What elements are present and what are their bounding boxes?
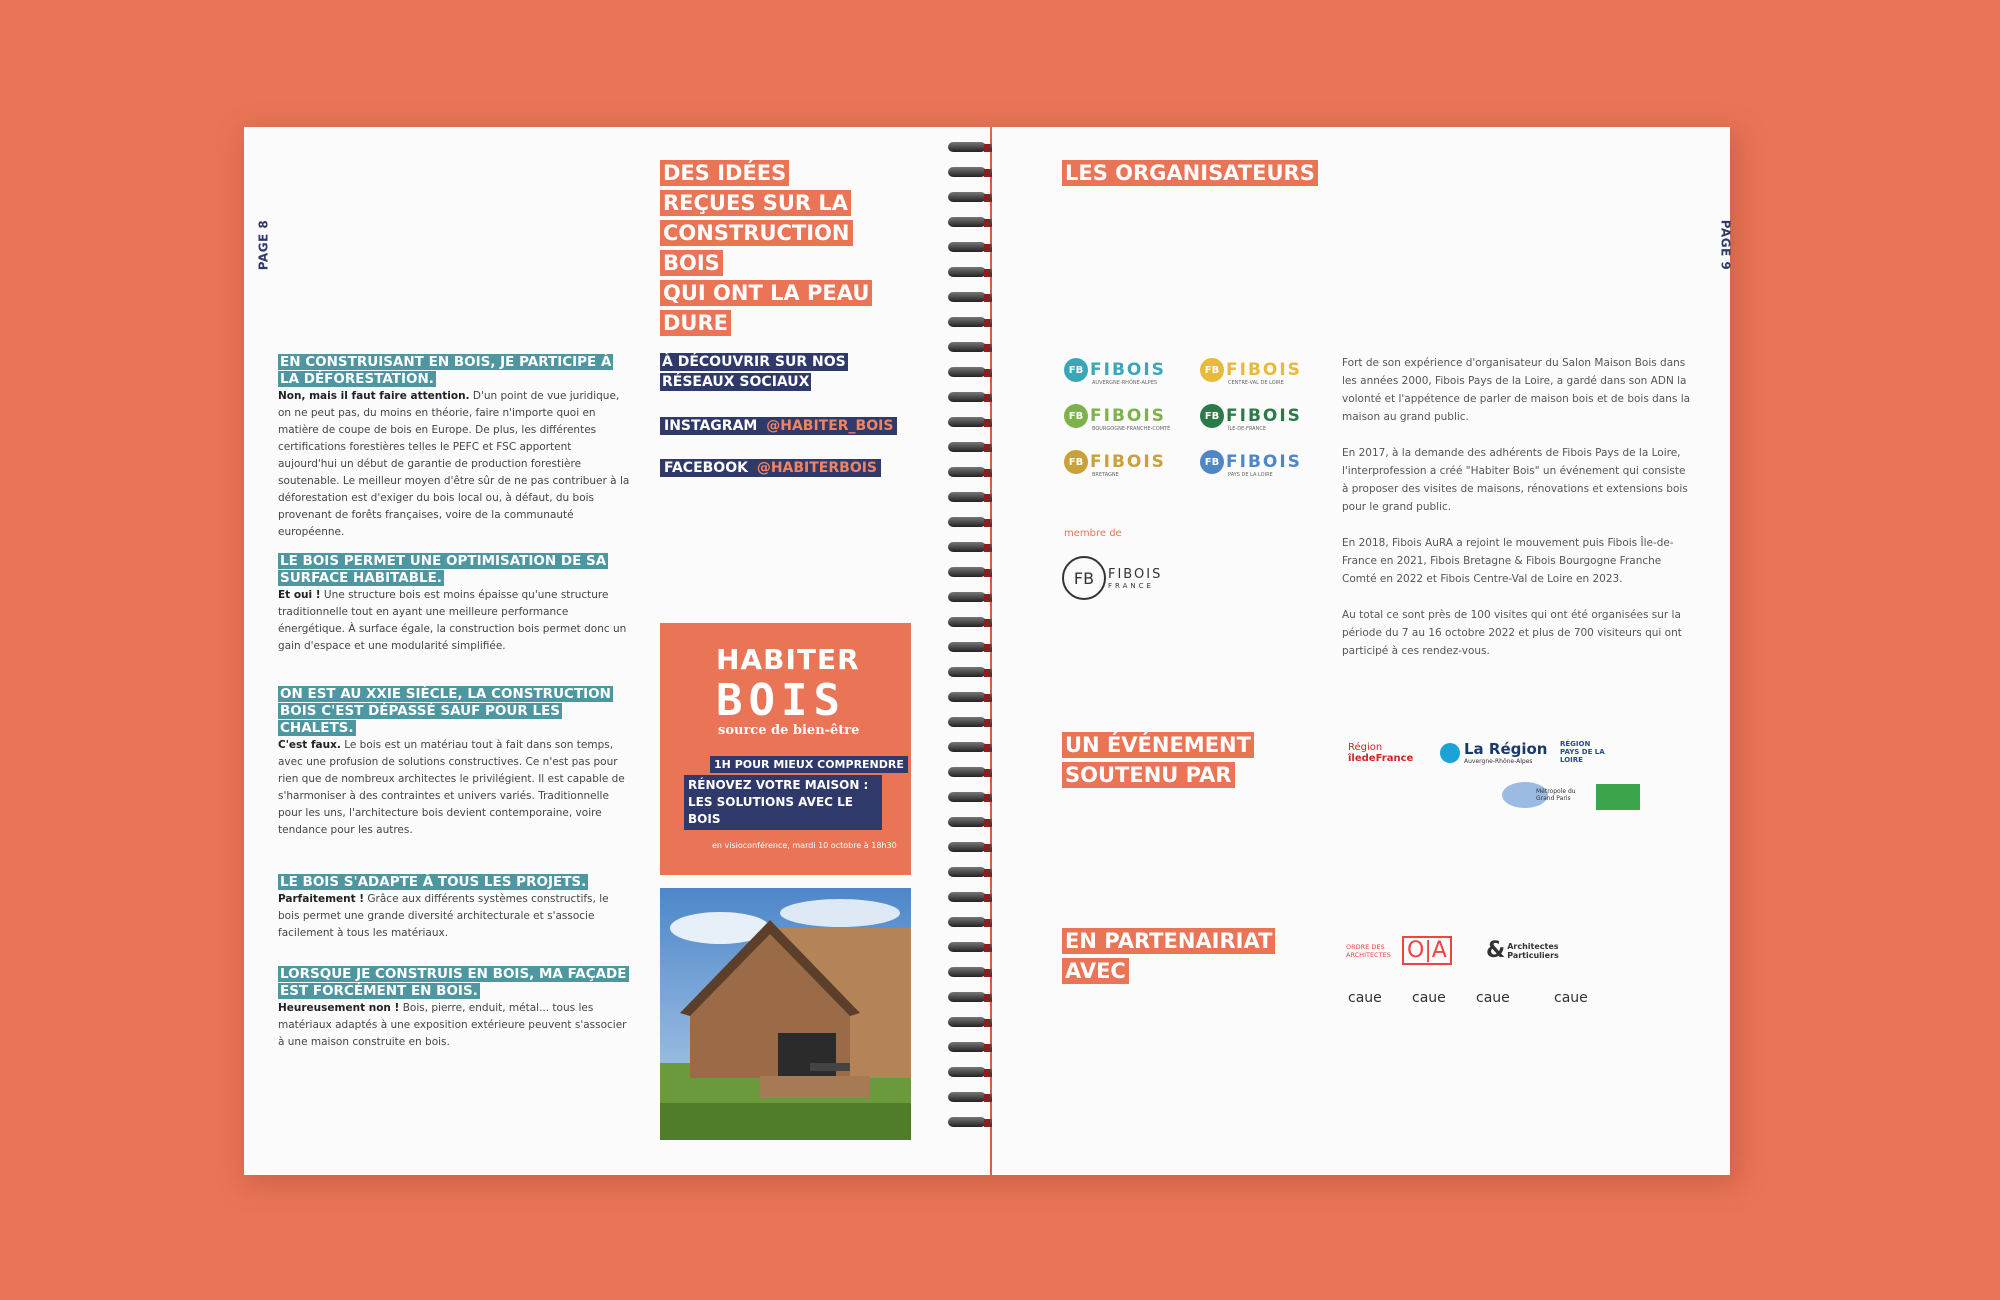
title-line: REÇUES SUR LA (660, 190, 851, 216)
poster-headline: RÉNOVEZ VOTRE MAISON : LES SOLUTIONS AVEC LE BOIS (684, 775, 882, 830)
caue-logo: caue (1412, 990, 1446, 1006)
qa-item: LORSQUE JE CONSTRUIS EN BOIS, MA FAÇADE EST FORCÉMENT EN BOIS. Heureusement non ! Bois, pierre, enduit, métal... tous les matériaux adaptés à une exposition extérieure peuvent s'associer à une maison construite en bois. (278, 966, 627, 1048)
title-line: DES IDÉES (660, 160, 789, 186)
webinar-poster (660, 623, 911, 875)
qa-item: ON EST AU XXIE SIÈCLE, LA CONSTRUCTION BOIS C'EST DÉPASSÉ SAUF POUR LES CHALETS. C'est faux. Le bois est un matériau tout à fait dans son temps, avec une profusion de solutions constructives. Ce n'est pas pour rien que de nombreux architectes le privilégient. Il est capable de s'harmoniser à des contraintes et univers variés. Traditionnelle pour les uns, l'architecture bois devient contemporaine, voire tendance pour les autres. (278, 686, 625, 836)
organisers-paragraph: Fort de son expérience d'organisateur du Salon Maison Bois dans les années 2000, Fibois Pays de la Loire, a gardé dans son ADN la volonté et l'appétence de parler de maison bois et de bois dans la maison au grand public. (1342, 357, 1691, 423)
fibois-logo: FB FIBOIS PAYS DE LA LOIRE (1200, 450, 1302, 474)
poster-tag: 1H POUR MIEUX COMPRENDRE (710, 756, 908, 773)
social-discover: À DÉCOUVRIR SUR NOS RÉSEAUX SOCIAUX (662, 354, 846, 390)
supported-title: UN ÉVÉNEMENT SOUTENU PAR (1062, 730, 1254, 790)
caue-logo: caue (1476, 990, 1510, 1006)
fibois-logo: FB FIBOIS BRETAGNE (1064, 450, 1166, 474)
page-number-left: PAGE 8 (256, 219, 271, 271)
member-of-label: membre de (1064, 528, 1122, 539)
habiter-bois-logo-top: HABITER (716, 643, 860, 676)
caue-logo: caue (1348, 990, 1382, 1006)
caue-logo: caue (1554, 990, 1588, 1006)
wooden-house-photo (660, 888, 911, 1140)
poster-footer: en visioconférence, mardi 10 octobre à 18h30 (712, 841, 897, 850)
title-line: CONSTRUCTION BOIS (660, 220, 853, 276)
page-number-right: PAGE 9 (1718, 219, 1733, 271)
la-region-aura-logo: La Région Auvergne-Rhône-Alpes (1440, 740, 1548, 765)
ordre-architectes-logo: ORDRE DES ARCHITECTES O|A (1346, 936, 1452, 965)
fibois-logo: FB FIBOIS BOURGOGNE-FRANCHE-COMTÉ (1064, 404, 1166, 428)
metropole-logo: Métropole du Grand Paris (1536, 788, 1576, 802)
region-idf-logo: Région îledeFrance (1348, 742, 1414, 764)
fibois-logo: FB FIBOIS CENTRE-VAL DE LOIRE (1200, 358, 1302, 382)
fibois-france-logo: FB FIBOIS FRANCE (1062, 556, 1162, 600)
organisers-paragraph: Au total ce sont près de 100 visites qui ont été organisées sur la période du 7 au 16 octobre 2022 et plus de 700 visiteurs qui ont participé à ces rendez-vous. (1342, 609, 1682, 657)
organisers-title: LES ORGANISATEURS (1062, 158, 1318, 188)
organisers-paragraph: En 2018, Fibois AuRA a rejoint le mouvement puis Fibois Île-de-France en 2021, Fibois Bretagne & Fibois Bourgogne Franche Comté en 2022 et Fibois Centre-Val de Loire en 2023. (1342, 537, 1674, 585)
title-line: DURE (660, 310, 731, 336)
qa-item: LE BOIS S'ADAPTE À TOUS LES PROJETS. Parfaitement ! Grâce aux différents systèmes constructifs, le bois permet une grande diversité architecturale et s'associe facilement à tous les matériaux. (278, 874, 609, 939)
sponsor-logo-green (1596, 784, 1640, 810)
fibois-logo: FB FIBOIS ÎLE-DE-FRANCE (1200, 404, 1302, 428)
organisers-paragraph: En 2017, à la demande des adhérents de Fibois Pays de la Loire, l'interprofession a créé "Habiter Bois" un événement qui consiste à proposer des visites de maisons, rénovations et extensions bois pour le grand public. (1342, 447, 1688, 513)
region-pdl-logo: RÉGION PAYS DE LA LOIRE (1560, 740, 1605, 764)
facebook-link[interactable]: FACEBOOK @HABITERBOIS (660, 458, 881, 478)
instagram-link[interactable]: INSTAGRAM @HABITER_BOIS (660, 416, 897, 436)
title-line: QUI ONT LA PEAU (660, 280, 872, 306)
left-page-title (660, 158, 900, 338)
habiter-bois-logo-main: BOIS (716, 675, 846, 726)
qa-item: EN CONSTRUISANT EN BOIS, JE PARTICIPE À LA DÉFORESTATION. Non, mais il faut faire attention. D'un point de vue juridique, on ne peut pas, du moins en théorie, faire n'importe quoi en matière de coupe de bois en Europe. De plus, les différentes certifications forestières telles le PEFC et FSC apportent aujourd'hui un début de garantie de production forestière soutenable. Le meilleur moyen d'être sûr de ne pas contribuer à la déforestation est d'exiger du bois local ou, à défaut, du bois provenant de forêts françaises, voire de la communauté européenne. (278, 354, 630, 538)
fibois-logo: FB FIBOIS AUVERGNE-RHÔNE-ALPES (1064, 358, 1166, 382)
qa-item: LE BOIS PERMET UNE OPTIMISATION DE SA SURFACE HABITABLE. Et oui ! Une structure bois est moins épaisse qu'une structure traditionnelle tout en ayant une meilleure performance énergétique. À surface égale, la construction bois permet donc un gain d'espace et une modularité simplifiée. (278, 553, 627, 652)
habiter-bois-tagline: source de bien-être (718, 723, 860, 738)
architectes-particuliers-logo: & Architectes Particuliers (1486, 938, 1559, 963)
partnership-title: EN PARTENAIRIAT AVEC (1062, 926, 1275, 986)
